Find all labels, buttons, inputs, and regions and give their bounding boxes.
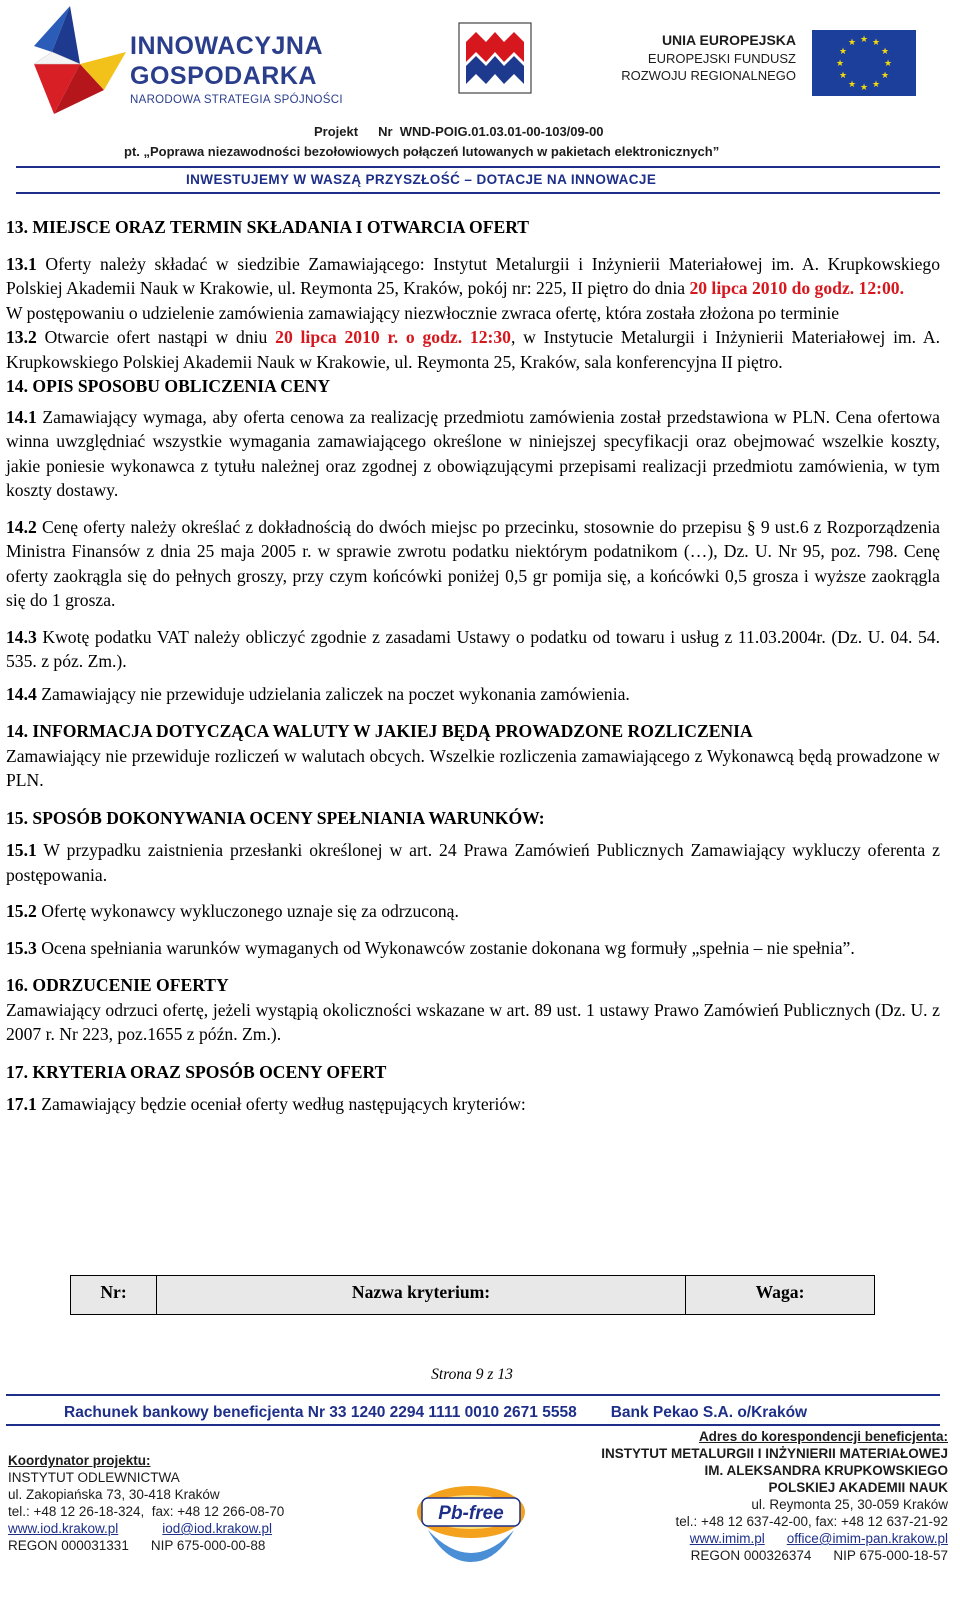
eu-line2: EUROPEJSKI FUNDUSZ (647, 51, 796, 66)
paragraph-17-1 (6, 1092, 940, 1117)
footer-divider-top (6, 1394, 940, 1396)
clause-text: Zamawiający nie przewiduje udzielania zaliczek na poczet wykonania zamówienia. (36, 683, 630, 704)
svg-text:★: ★ (883, 59, 893, 69)
institute-email-link[interactable]: office@imim-pan.krakow.pl (786, 1531, 948, 1546)
spacer (6, 503, 940, 515)
spacer (6, 887, 940, 899)
imim-logo-icon (458, 22, 532, 94)
clause-text: Zamawiający wymaga, aby oferta cenowa za realizację przedmiotu zamówienia został przedstawiona w PLN. Cena ofertowa winna uwzględniać wszystkie wymagania zamawiającego określone w niniejszej specyfikacji oraz obejmować wszelkie koszty, jakie poniesie wykonawca z tytułu należnej oraz zgodnej z obowiązującymi przepisami realizacji przedmiotu zamówienia, w tym koszty dostawy. (6, 406, 940, 500)
header-divider-bottom (16, 192, 940, 194)
svg-text:★: ★ (871, 38, 881, 48)
correspondence-address-block (601, 1428, 948, 1564)
paragraph-13-2 (6, 325, 940, 374)
coordinator-heading: Koordynator projektu: (8, 1453, 151, 1468)
coordinator-phone-fax (8, 1503, 284, 1520)
section-17-heading: 17. KRYTERIA ORAZ SPOSÓB OCENY OFERT (6, 1061, 387, 1082)
spacer (6, 960, 940, 973)
institute-nip: NIP 675-000-18-57 (833, 1548, 948, 1563)
institute-name-line2: IM. ALEKSANDRA KRUPKOWSKIEGO (704, 1463, 948, 1478)
spacer (6, 793, 940, 806)
submission-deadline: 20 lipca 2010 do godz. 12:00 (689, 278, 900, 298)
coordinator-ids (8, 1537, 284, 1554)
coordinator-email-link[interactable]: iod@iod.krakow.pl (162, 1521, 273, 1536)
ig-subtitle: NARODOWA STRATEGIA SPÓJNOŚCI (130, 94, 343, 106)
project-slogan: INWESTUJEMY W WASZĄ PRZYSZŁOŚĆ – DOTACJE NA INNOWACJE (186, 172, 657, 187)
clause-number: 13.1 (6, 253, 37, 274)
innowacyjna-gospodarka-mark-icon (34, 6, 126, 114)
eu-line3: ROZWOJU REGIONALNEGO (621, 68, 796, 83)
column-header-criterion-name: Nazwa kryterium: (157, 1276, 686, 1314)
clause-text: . (899, 278, 904, 298)
coordinator-website-link[interactable]: www.iod.krakow.pl (8, 1521, 119, 1536)
svg-text:★: ★ (880, 71, 890, 81)
institute-regon: REGON 000326374 (690, 1548, 812, 1563)
svg-text:★: ★ (859, 35, 869, 45)
paragraph-14-3 (6, 625, 940, 674)
institute-name-line3: POLSKIEJ AKADEMII NAUK (768, 1480, 948, 1495)
clause-text: W przypadku zaistnienia przesłanki określonej w art. 24 Prawa Zamówień Publicznych Zamawiający wykluczy oferenta z postępowania. (6, 840, 940, 885)
spacer (6, 1047, 940, 1060)
paragraph-currency: Zamawiający nie przewiduje rozliczeń w walutach obcych. Wszelkie rozliczenia zamawiającego z Wykonawcą będą prowadzone w PLN. (6, 745, 940, 790)
spacer (6, 706, 940, 719)
criteria-table-header (70, 1275, 875, 1315)
bank-account: Rachunek bankowy beneficjenta Nr 33 1240 2294 1111 0010 2671 5558 (64, 1404, 577, 1421)
clause-number: 14.1 (6, 406, 37, 427)
paragraph-late-offers: W postępowaniu o udzielenie zamówienia zamawiający niezwłocznie zwraca ofertę, która została złożona po terminie (6, 302, 840, 323)
section-16-heading: 16. ODRZUCENIE OFERTY (6, 975, 229, 995)
svg-text:★: ★ (847, 80, 857, 90)
column-header-nr: Nr: (71, 1276, 157, 1314)
clause-number: 15.3 (6, 937, 37, 958)
clause-text: Kwotę podatku VAT należy obliczyć zgodnie z zasadami Ustawy o podatku od towaru i usług z 11.03.2004r. (Dz. U. 04. 54. 535. z póz. Zm.). (6, 626, 940, 671)
svg-text:★: ★ (880, 47, 890, 57)
clause-number: 13.2 (6, 327, 37, 347)
eu-line1: UNIA EUROPEJSKA (661, 32, 796, 48)
bank-name: Bank Pekao S.A. o/Kraków (610, 1404, 808, 1421)
clause-text: Oferty należy składać w siedzibie Zamawiającego: Instytut Metalurgii i Inżynierii Materiałowej im. A. Krupkowskiego Polskiej Akademii Nauk w Krakowie, ul. Reymonta 25, Kraków, pokój nr: 225, II piętro do dnia (6, 253, 940, 298)
spacer (6, 613, 940, 625)
pb-free-label: Pb-free (438, 1503, 504, 1524)
column-header-weight: Waga: (755, 1282, 805, 1302)
coordinator-fax: fax: +48 12 266-08-70 (151, 1504, 285, 1519)
institute-phone-fax: tel.: +48 12 637-42-00, fax: +48 12 637-21-92 (675, 1514, 948, 1529)
section-13-heading: 13. MIEJSCE ORAZ TERMIN SKŁADANIA I OTWARCIA OFERT (6, 217, 530, 237)
svg-text:★: ★ (847, 38, 857, 48)
correspondence-heading: Adres do korespondencji beneficjenta: (698, 1429, 948, 1444)
institute-name-line1: INSTYTUT METALURGII I INŻYNIERII MATERIAŁOWEJ (601, 1446, 948, 1461)
page-number: Strona 9 z 13 (431, 1366, 513, 1383)
paragraph-14-2 (6, 515, 940, 613)
spacer (6, 924, 940, 936)
svg-text:★: ★ (859, 83, 869, 93)
institute-address: ul. Reymonta 25, 30-059 Kraków (751, 1497, 948, 1512)
clause-number: 17.1 (6, 1094, 37, 1114)
clause-text: Cenę oferty należy określać z dokładnością do dwóch miejsc po przecinku, stosownie do przepisu § 9 ust.6 z Rozporządzenia Ministra Finansów z dnia 25 maja 2005 r. w sprawie zwrotu podatku niektórym podatnikom (…), Dz. U. Nr 95, poz. 798. Cenę oferty zaokrągla się do pełnych groszy, przy czym końcówki poniżej 0,5 gr pomija się, a końcówki 0,5 grosza i wyższe zaokrągla się do 1 grosza. (6, 516, 940, 610)
section-15-heading: 15. SPOSÓB DOKONYWANIA OCENY SPEŁNIANIA WARUNKÓW: (6, 807, 545, 828)
clause-number: 15.1 (6, 840, 37, 860)
paragraph-15-1 (6, 838, 940, 887)
ig-title-line2: GOSPODARKA (130, 62, 317, 90)
footer-divider-bottom (6, 1424, 940, 1426)
coordinator-address: ul. Zakopiańska 73, 30-418 Kraków (8, 1487, 220, 1502)
clause-number: 15.2 (6, 901, 37, 921)
clause-number: 14.4 (6, 683, 37, 704)
project-number: WND-POIG.01.03.01-00-103/09-00 (399, 124, 604, 139)
institute-links (601, 1530, 948, 1547)
paragraph-16: Zamawiający odrzuci ofertę, jeżeli wystąpią okoliczności wskazane w art. 89 ust. 1 ustawy Prawo Zamówień Publicznych (Dz. U. z 2007 r. Nr 223, poz.1655 z późn. Zm.). (6, 999, 940, 1044)
document-body (6, 215, 940, 1117)
section-currency-heading: 14. INFORMACJA DOTYCZĄCA WALUTY W JAKIEJ BĘDĄ PROWADZONE ROZLICZENIA (6, 721, 753, 741)
clause-number: 14.3 (6, 626, 37, 647)
page-header (0, 0, 960, 200)
project-title: pt. „Poprawa niezawodności bezołowiowych połączeń lutowanych w pakietach elektronicznych” (124, 144, 720, 159)
coordinator-block (8, 1452, 284, 1554)
paragraph-13-1 (6, 252, 940, 301)
opening-date: 20 lipca 2010 r. o godz. 12:30 (275, 327, 511, 347)
institute-website-link[interactable]: www.imim.pl (689, 1531, 765, 1546)
clause-text: Zamawiający będzie oceniał oferty według następujących kryteriów: (36, 1094, 526, 1114)
spacer (6, 830, 940, 838)
bank-account-line (64, 1404, 807, 1422)
svg-text:★: ★ (871, 80, 881, 90)
coordinator-phone: tel.: +48 12 26-18-324, (8, 1504, 145, 1519)
spacer (6, 240, 940, 252)
project-nr-label: Nr (378, 124, 393, 139)
svg-text:★: ★ (838, 47, 848, 57)
coordinator-links (8, 1520, 284, 1537)
clause-text: , w Instytucie Metalurgii i Inżynierii Materiałowej im. A. Krupkowskiego Polskiej Akademii Nauk w Krakowie, ul. Reymonta 25, Kraków, sala konferencyjna II piętro. (6, 327, 940, 372)
coordinator-nip: NIP 675-000-00-88 (150, 1538, 266, 1553)
paragraph-15-2 (6, 899, 940, 924)
eu-flag-icon (812, 30, 916, 96)
paragraph-14-1 (6, 405, 940, 503)
coordinator-regon: REGON 000031331 (8, 1538, 129, 1553)
svg-text:★: ★ (835, 59, 845, 69)
clause-number: 14.2 (6, 516, 37, 537)
spacer (6, 1084, 940, 1092)
project-label: Projekt (314, 124, 359, 139)
clause-text: Ocena spełniania warunków wymaganych od Wykonawców zostanie dokonana wg formuły „spełnia – nie spełnia”. (36, 937, 855, 958)
header-divider-top (16, 166, 940, 168)
paragraph-15-3 (6, 936, 940, 961)
pb-free-badge-icon (412, 1464, 530, 1574)
institute-ids (601, 1547, 948, 1564)
eu-logo (596, 30, 916, 100)
innowacyjna-gospodarka-logo (34, 6, 374, 114)
project-number-line (314, 124, 604, 139)
section-14-heading: 14. OPIS SPOSOBU OBLICZENIA CENY (6, 376, 331, 396)
paragraph-14-4 (6, 682, 940, 707)
svg-text:★: ★ (838, 71, 848, 81)
ig-title-line1: INNOWACYJNA (130, 32, 324, 60)
clause-text: Otwarcie ofert nastąpi w dniu (36, 327, 276, 347)
spacer (6, 674, 940, 682)
coordinator-name: INSTYTUT ODLEWNICTWA (8, 1470, 180, 1485)
clause-text: Ofertę wykonawcy wykluczonego uznaje się za odrzuconą. (36, 901, 459, 921)
